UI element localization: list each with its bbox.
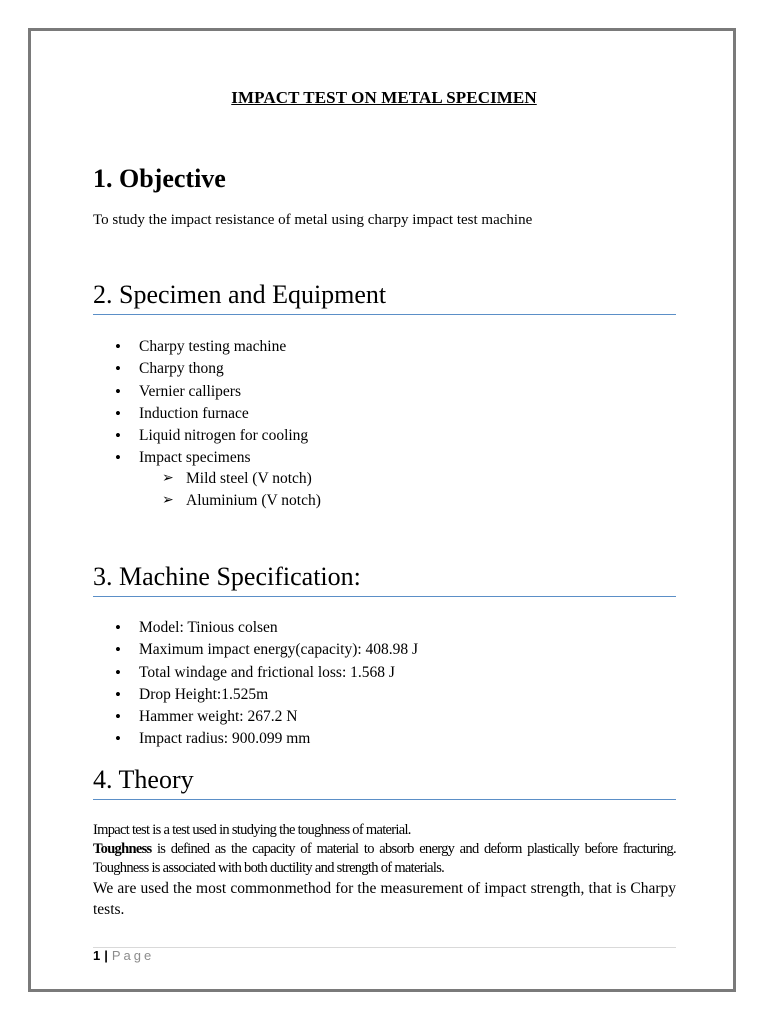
- sublist-item-label: Mild steel (V notch): [186, 470, 312, 487]
- footer-separator: |: [104, 948, 108, 963]
- page-label: Page: [111, 948, 155, 963]
- theory-heading: 4. Theory: [93, 765, 676, 800]
- list-item: • Vernier callipers: [93, 381, 308, 403]
- list-item: • Charpy testing machine: [93, 336, 308, 358]
- list-item: • Drop Height:1.525m: [93, 684, 418, 706]
- footer-divider: [93, 947, 676, 948]
- sublist-item: [140, 468, 321, 490]
- list-item: • Total windage and frictional loss: 1.568 J: [93, 662, 418, 684]
- list-item: • Hammer weight: 267.2 N: [93, 706, 418, 728]
- theory-paragraph-3: We are used the most commonmethod for the measurement of impact strength, that is Charpy tests.: [93, 880, 676, 918]
- equipment-heading: 2. Specimen and Equipment: [93, 280, 676, 315]
- list-item: • Impact specimens: [93, 447, 308, 469]
- arrow-bullet-icon: ➢: [162, 471, 174, 486]
- specification-list: [93, 617, 418, 751]
- theory-paragraph-1: Impact test is a test used in studying the toughness of material.: [93, 822, 411, 838]
- toughness-term: Toughness: [93, 841, 152, 857]
- list-item: • Maximum impact energy(capacity): 408.98 J: [93, 639, 418, 661]
- list-item: • Model: Tinious colsen: [93, 617, 418, 639]
- list-item: • Charpy thong: [93, 358, 308, 380]
- toughness-definition: is defined as the capacity of material to absorb energy and deform plastically before fracturing. Toughness is associated with both ductility and strength of materials.: [93, 841, 676, 876]
- list-item: • Liquid nitrogen for cooling: [93, 425, 308, 447]
- sublist-item: [140, 490, 321, 512]
- arrow-bullet-icon: ➢: [162, 493, 174, 508]
- equipment-list: [93, 336, 308, 470]
- page-number: 1: [93, 948, 101, 963]
- theory-body: [93, 821, 676, 920]
- list-item: • Impact radius: 900.099 mm: [93, 728, 418, 750]
- page-footer: [93, 948, 154, 963]
- list-item: • Induction furnace: [93, 403, 308, 425]
- sublist-item-label: Aluminium (V notch): [186, 492, 321, 509]
- theory-paragraph-2: [93, 840, 676, 878]
- specification-heading: 3. Machine Specification:: [93, 562, 676, 597]
- document-title: IMPACT TEST ON METAL SPECIMEN: [231, 88, 537, 107]
- specimen-sublist: [140, 468, 321, 512]
- objective-text: To study the impact resistance of metal using charpy impact test machine: [93, 212, 533, 228]
- objective-heading: 1. Objective: [93, 164, 226, 193]
